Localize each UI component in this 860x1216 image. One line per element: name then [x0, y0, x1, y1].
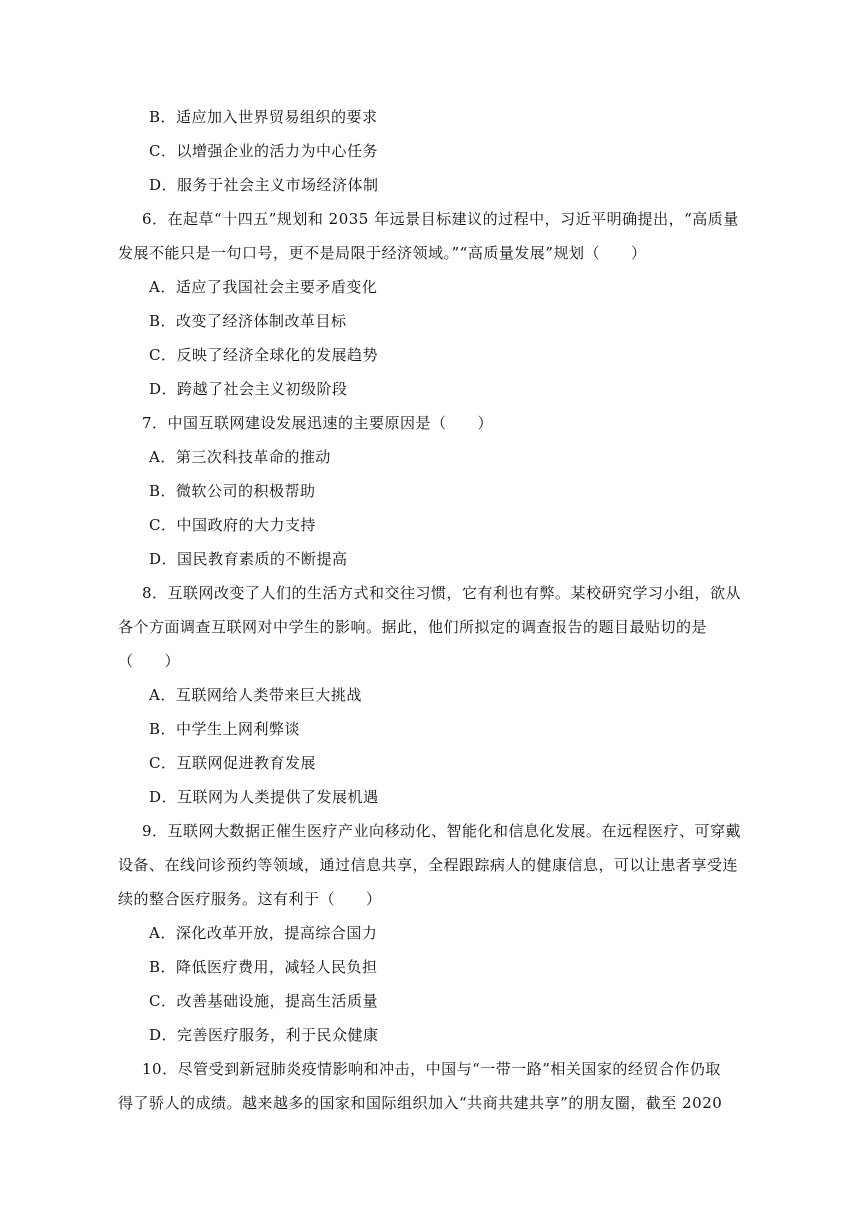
answer-option: C．互联网促进教育发展	[149, 754, 316, 772]
question-stem: 6．在起草“十四五”规划和 2035 年远景目标建议的过程中，习近平明确提出，“高质量	[142, 210, 739, 228]
question-stem: 8．互联网改变了人们的生活方式和交往习惯，它有利也有弊。某校研究学习小组，欲从	[142, 584, 742, 602]
answer-option: C．反映了经济全球化的发展趋势	[149, 346, 378, 364]
answer-option: C．以增强企业的活力为中心任务	[149, 142, 378, 160]
question-stem: 7．中国互联网建设发展迅速的主要原因是（ ）	[142, 414, 494, 432]
answer-option: C．改善基础设施，提高生活质量	[149, 992, 378, 1010]
question-stem: 9．互联网大数据正催生医疗产业向移动化、智能化和信息化发展。在远程医疗、可穿戴	[142, 822, 742, 840]
question-text-block	[118, 100, 742, 1120]
question-stem-continued: （ ）	[118, 652, 181, 670]
answer-option: B．中学生上网利弊谈	[149, 720, 301, 738]
answer-option: B．适应加入世界贸易组织的要求	[149, 108, 378, 126]
question-stem-continued: 设备、在线问诊预约等领域，通过信息共享，全程跟踪病人的健康信息，可以让患者享受连	[118, 856, 739, 874]
answer-option: A．适应了我国社会主要矛盾变化	[149, 278, 378, 296]
question-stem-continued: 发展不能只是一句口号，更不是局限于经济领域。”“高质量发展”规划（ ）	[118, 244, 647, 262]
answer-option: B．微软公司的积极帮助	[149, 482, 316, 500]
answer-option: B．降低医疗费用，减轻人民负担	[149, 958, 378, 976]
answer-option: D．服务于社会主义市场经济体制	[149, 176, 379, 194]
question-stem: 10．尽管受到新冠肺炎疫情影响和冲击，中国与“一带一路”相关国家的经贸合作仍取	[142, 1060, 721, 1078]
answer-option: A．第三次科技革命的推动	[149, 448, 331, 466]
question-stem-continued: 续的整合医疗服务。这有利于（ ）	[118, 890, 382, 908]
question-stem-continued: 各个方面调查互联网对中学生的影响。据此，他们所拟定的调查报告的题目最贴切的是	[118, 618, 708, 636]
answer-option: A．深化改革开放，提高综合国力	[149, 924, 378, 942]
answer-option: D．完善医疗服务，利于民众健康	[149, 1026, 379, 1044]
answer-option: D．互联网为人类提供了发展机遇	[149, 788, 379, 806]
answer-option: C．中国政府的大力支持	[149, 516, 316, 534]
answer-option: B．改变了经济体制改革目标	[149, 312, 347, 330]
answer-option: A．互联网给人类带来巨大挑战	[149, 686, 362, 704]
question-stem-continued: 得了骄人的成绩。越来越多的国家和国际组织加入“共商共建共享”的朋友圈，截至 2020	[118, 1094, 723, 1112]
answer-option: D．跨越了社会主义初级阶段	[149, 380, 348, 398]
answer-option: D．国民教育素质的不断提高	[149, 550, 348, 568]
